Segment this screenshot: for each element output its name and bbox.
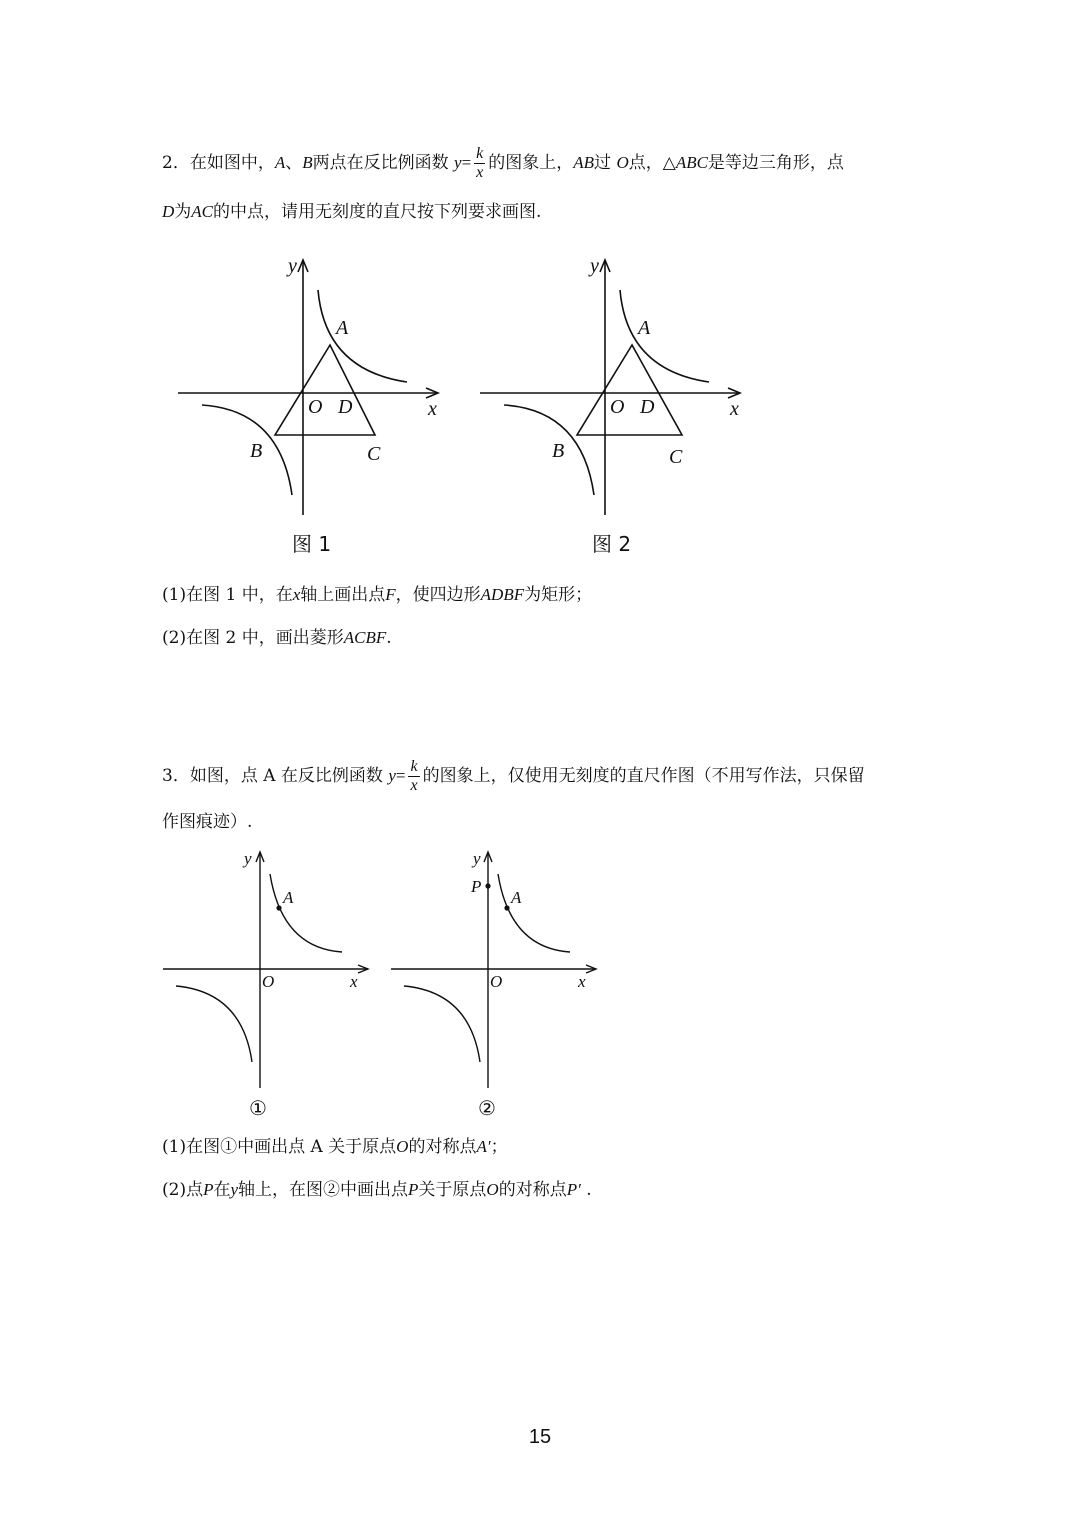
q3-figure-2 <box>388 848 608 1093</box>
label-o: O <box>610 396 625 418</box>
hyperbola-branch-2 <box>176 986 252 1062</box>
q3-sub-2: (2)点P在y轴上，在图②中画出点P关于原点O的对称点P′ . <box>162 1180 592 1200</box>
label-a: A <box>283 888 294 907</box>
label-x: x <box>730 398 739 420</box>
q3-fraction: $\frac{k}{x}$ <box>410 758 418 794</box>
label-y: y <box>244 849 252 868</box>
hyperbola-branch-1 <box>270 874 342 952</box>
label-x: x <box>578 972 586 991</box>
hyperbola-branch-1 <box>318 290 407 382</box>
hyperbola-branch-2 <box>504 405 594 495</box>
label-d: D <box>338 396 353 418</box>
label-c: C <box>669 446 683 468</box>
q3-sub-1: (1)在图①中画出点 A 关于原点O的对称点A′； <box>162 1137 508 1157</box>
point-a <box>276 905 281 910</box>
label-y: y <box>590 255 599 277</box>
label-x: x <box>428 398 437 420</box>
q3-figure-1 <box>160 848 380 1093</box>
point-p <box>485 883 490 888</box>
label-y: y <box>473 849 481 868</box>
label-o: O <box>490 972 503 991</box>
figure-circle-2-caption: ② <box>478 1096 496 1120</box>
page-number: 15 <box>528 1426 552 1448</box>
q2-line-1: 2．在如图中，A、B两点在反比例函数 y= $\frac{k}{x}$ 的图象上，AB过 O点，△ABC是等边三角形，点 <box>162 145 844 181</box>
label-b: B <box>552 440 565 462</box>
figure-2-caption: 图 2 <box>592 532 632 556</box>
q2-figure-2 <box>472 250 762 520</box>
label-a: A <box>511 888 522 907</box>
hyperbola-branch-1 <box>498 874 570 952</box>
q2-fraction: $\frac{k}{x}$ <box>476 145 484 181</box>
label-c: C <box>367 443 381 465</box>
q3-line-2: 作图痕迹）. <box>162 812 253 832</box>
figure-circle-1-caption: ① <box>249 1096 267 1120</box>
hyperbola-branch-2 <box>404 986 480 1062</box>
label-y: y <box>288 255 297 277</box>
q2-sub-1: (1)在图 1 中，在x轴上画出点F，使四边形ADBF为矩形； <box>162 585 593 605</box>
label-a: A <box>638 317 651 339</box>
label-b: B <box>250 440 263 462</box>
label-d: D <box>640 396 655 418</box>
point-a <box>504 905 509 910</box>
label-x: x <box>350 972 358 991</box>
q2-figure-1 <box>170 250 460 520</box>
q2-line-2: D为AC的中点，请用无刻度的直尺按下列要求画图. <box>162 202 542 222</box>
hyperbola-branch-1 <box>620 290 709 382</box>
triangle-abc <box>577 345 682 435</box>
label-o: O <box>262 972 275 991</box>
q3-line-1: 3．如图，点 A 在反比例函数 y= $\frac{k}{x}$ 的图象上，仅使用无刻度的直尺作图（不用写作法，只保留 <box>162 758 865 794</box>
label-a: A <box>336 317 349 339</box>
hyperbola-branch-2 <box>202 405 292 495</box>
triangle-abc <box>275 345 375 435</box>
figure-1-caption: 图 1 <box>292 532 332 556</box>
q2-sub-2: (2)在图 2 中，画出菱形ACBF. <box>162 628 392 648</box>
label-o: O <box>308 396 323 418</box>
label-p: P <box>471 877 482 896</box>
